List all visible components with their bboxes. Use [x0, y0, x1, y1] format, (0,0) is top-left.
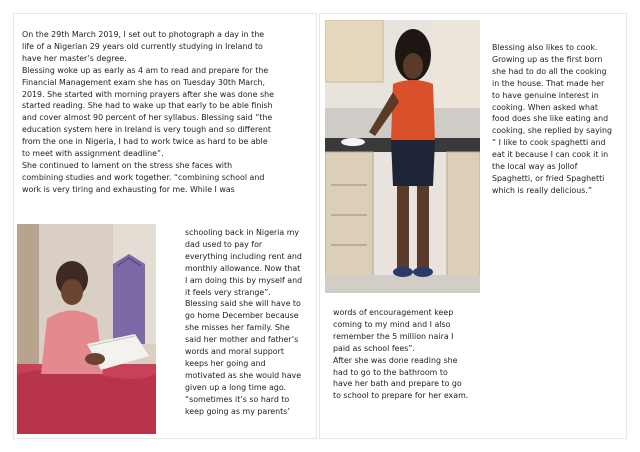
- right-top-paragraph: Blessing also likes to cook. Growing up as the first born she had to do all the cooking in the house. That made her to have genuine interest in cooking. When asked what food does she like eating and cooking, she replied by saying “ I like to cook spaghetti and eat it because I can cook it in the local way as Jollof Spaghetti, or fried Spaghetti which is really delicious.”: [492, 43, 612, 195]
- right-bottom-paragraph: words of encouragement keep coming to my mind and I also remember the 5 million naira I paid as school fees”. After she was done reading she had to go to the bathroom to have her bath and prepare to go to school to prepare for her exam.: [333, 308, 469, 401]
- photo-woman-cooking: [325, 20, 480, 293]
- left-side-paragraph: schooling back in Nigeria my dad used to pay for everything including rent and monthly allowance. Now that I am doing this by myself and it feels very strange”. Blessing said she will have to go home December because she misses her family. She said her mother and father’s words and moral support keeps her going and motivated as she would have given up a long time ago. “sometimes it’s so hard to keep going as my parents’: [185, 228, 303, 416]
- photo-woman-studying: [17, 224, 156, 434]
- left-top-paragraph: On the 29th March 2019, I set out to photograph a day in the life of a Nigerian 29 years old currently studying in Ireland to have her master’s degree. Blessing woke up as early as 4 am to read and prepare for the Financial Management exam she has on Tuesday 30th March, 2019. She started with morning prayers after she was done she started reading. She had to wake up that early to be able finish and cover almost 90 percent of her syllabus. Blessing said “the education system here in Ireland is very tough and so different from the one in Nigeria, I had to work twice as hard to be able to meet with assignment deadline”. She continued to lament on the stress she faces with combining studies and work together. “combining school and work is very tiring and exhausting for me. While I was: [22, 30, 274, 194]
